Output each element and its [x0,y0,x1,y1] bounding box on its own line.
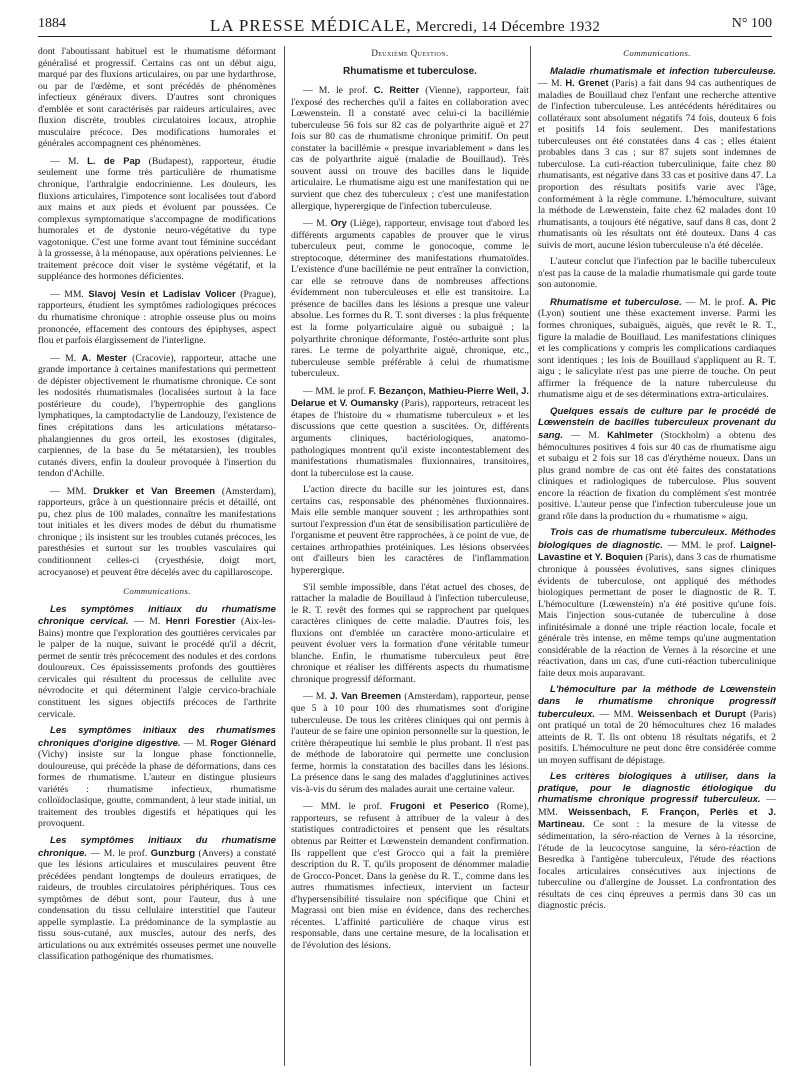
column-right [538,46,776,1066]
paragraph: Maladie rhumatismale et infection tuberculeuse. — M. H. Grenet (Paris) a fait dans 94 cas authentiques de maladies de Bouillaud chez l'enfant une recherche attentive de l'infection tuberculeuse. Les antécédents héréditaires ou collatéraux sont absolument négatifs 74 fois, douteux 6 fois et positifs 14 fois seulement. Des manifestations tuberculeuses ont été constatées dans 4 cas ; elles étaient probables dans 3 cas ; sur 87 sujets sont indemnes de tuberculose. La cuti-réaction tuberculinique, faite chez 80 rhumatisants, est négative dans 33 cas et positive dans 47. La proportion des résultats positifs varie avec l'âge, conformément à la règle commune. L'hémoculture, suivant la méthode de Lœwenstein, faite chez 62 malades dont 10 rhumatisants, a toujours été négative, sauf dans 8 cas, dont 2 rhumatisants où les résultats ont été douteux. Dans 4 cas suivis de mort, aucune lésion tuberculeuse n'a été décelée. [538,65,776,251]
author-name: Laignel-Lavastine et Y. Boquien [538,538,776,563]
paragraph: Trois cas de rhumatisme tuberculeux. Méthodes biologiques de diagnostic. — MM. le prof. Laignel-Lavastine et Y. Boquien (Paris), dans 3 cas de rhumatisme chronique à poussées évolutives, sans signes cliniques évidents de tuberculose, ont appliqué des méthodes biologiques permettant de poser le diagnostic de R. T. L'hémoculture (Lœwenstein) n'a été positive qu'une fois. Mais l'injection sous-cutanée de tuberculine à dose infinitésimale a donné une triple réaction locale, focale et générale très intense, en même temps qu'une augmentation considérable de la réaction de Vernes à la résorcine et une réactivation, dans un cas, d'une cuti-réaction tuberculinique faite deux mois auparavant. [538,527,776,679]
paragraph: Les symptômes initiaux du rhumatisme chronique. — M. le prof. Gunzburg (Anvers) a constaté que les lésions articulaires et musculaires peuvent être précédées pendant longtemps de douleurs erratiques, de raideurs, de troubles circulatoires périphériques. Tous ces symptômes de début sont, pour l'auteur, dus à une condensation du tissu cellulaire interstitiel que l'auteur appelle symplastie. La prédominance de la symplastie au tissu sous-cutané, aux muscles, autour des nerfs, des articulations ou aux extrémités osseuses permet une nouvelle classification pathogénique des rhumatismes. [38,835,276,963]
author-name: Ory [330,217,347,229]
author-name: A. Pic [748,295,776,307]
author-name: C. Reitter [373,84,420,96]
paragraph: — M. A. Mester (Cracovie), rapporteur, attache une grande importance à certaines manifestations qui permettent de dépister objectivement le rhumatisme chronique. Ce sont les nodosités rhumatismales (localisées surtout à la face postérieure du coude), l'hypertrophie des ganglions lymphatiques, la camptodactylie de Landouzy, l'existence de fines crépitations dans les articulations métatarso-phalangiennes du gros orteil, les exostoses (digitales, carpiennes, de la base du 5e métatarsien), les troubles cutanés divers, enfin la douleur provoquée à l'insertion du tendon d'Achille. [38,351,276,480]
issue-number: N° 100 [731,16,772,31]
paragraph: Les symptômes initiaux du rhumatisme chronique cervical. — M. Henri Forestier (Aix-les-Bains) montre que l'exploration des gouttières cervicales par le palper de la nuque, suivant le procédé qu'il a décrit, permet de sentir très précocement des nodules et des cordons douloureux. Ces épaississements profonds des gouttières cervicales qui résultent du processus de cellulite avec névrodocite et qui déterminent l'algie cervico-brachiale constituent les signes objectifs précoces de l'arthrite cervicale. [38,603,276,720]
article-title: Les symptômes initiaux du rhumatisme chronique. [38,835,276,859]
article-title: L'hémoculture par la méthode de Lœwenstein dans le rhumatisme chronique progressif tuberculeux. [538,684,776,720]
article-title: Les symptômes initiaux du rhumatisme chronique cervical. [38,603,276,628]
article-title: Maladie rhumatismale et infection tuberculeuse. [550,65,776,77]
paragraph: Rhumatisme et tuberculose. — M. le prof. A. Pic (Lyon) soutient une thèse exactement inverse. Parmi les formes chroniques, subaiguës, aiguës, que revêt le R. T., figure la maladie de Bouillaud. Les manifestations cliniques et les complications y compris les complications cardiaques sont identiques ; les lois de Bouillaud s'appliquent au R. T. aigu ; le salicylate n'est pas une pierre de touche. On peut affirmer la fréquence de la nature tuberculeuse du rhumatisme aigu et de ses déterminations extra-articulaires. [538,295,776,401]
page-number: 1884 [38,16,66,31]
author-name: L. de Pap [87,154,141,166]
running-title [38,16,772,36]
section-heading: Communications. [123,586,191,597]
author-name: J. Van Breemen [329,690,402,702]
author-name: Kahlmeter [607,428,653,440]
paragraph: L'hémoculture par la méthode de Lœwenstein dans le rhumatisme chronique progressif tuberculeux. — MM. Weissenbach et Durupt (Paris) ont pratiqué un total de 20 hémocultures chez 16 malades atteints de R. T. Ils ont obtenu 18 résultats négatifs, et 2 positifs. L'hémoculture ne peut donc être considérée comme un moyen suffisant de dépistage. [538,684,776,766]
author-name: F. Bezançon, Mathieu-Pierre Weil, J. Delarue et V. Oumansky [291,384,529,409]
issue-date: Mercredi, 14 Décembre 1932 [415,19,601,35]
paragraph: — MM. Slavoj Vesin et Ladislav Volicer (Prague), rapporteurs, étudient les symptômes radiologiques précoces du rhumatisme chronique : atrophie osseuse plus ou moins prononcée, effacement des contours des épiphyses, aspect flou et parfois élargissement de l'interligne. [38,287,276,347]
article-title: Rhumatisme et tuberculose. [550,296,682,308]
author-name: Gunzburg [150,846,196,858]
paragraph: — MM. Drukker et Van Breemen (Amsterdam), rapporteurs, grâce à un questionnaire précis et détaillé, ont pu, chez plus de 100 malades, connaître les manifestations tout initiales et les divers modes de début du rhumatisme chronique ; ils insistent sur les troubles cutanés précoces, les paresthésies et surtout sur les troubles vasculaires qui conditionnent celles-ci (cryesthésie, doigt mort, acrocyanose) et peuvent être décelés avec du capillaroscope. [38,484,276,578]
author-name: Slavoj Vesin et Ladislav Volicer [88,287,236,299]
section-heading: Communications. [623,48,691,58]
article-title: Les symptômes initiaux des rhumatismes chroniques d'origine digestive. [38,725,276,749]
paragraph: Les critères biologiques à utiliser, dans la pratique, pour le diagnostic étiologique du rhumatisme chronique progressif tuberculeux. — MM. Weissenbach, F. Françon, Perlès et J. Martineau. Ce sont : la mesure de la vitesse de sédimentation, la séro-réaction de Vernes à la résorcine, l'étude de la leucocytose sanguine, la séro-réaction de Besredka à l'antigène tuberculeux, l'étude des réactions focales articulaires consécutives aux injections de tuberculine ou d'allergine de Jousset. La confrontation des résultats de ces cinq épreuves a permis dans 30 cas un diagnostic précis. [538,771,776,912]
paragraph: dont l'aboutissant habituel est le rhumatisme déformant généralisé et progressif. Certains cas ont un début aigu, marqué par des fluxions articulaires, ou par une hydarthrose, ou par de l'œdème, et sont précédés de phénomènes infectieux généraux divers. D'autres sont chroniques d'emblée et sont caractérisés par raideurs articulaires, avec fluxion discrète, troubles circulatoires locaux, atrophie musculaire précoce. Des modifications humorales et générales accompagnent ces phénomènes. [38,46,276,150]
column-rule [530,46,531,1066]
author-name: Weissenbach et Durupt [637,707,746,719]
paragraph: L'auteur conclut que l'infection par le bacille tuberculeux n'est pas la cause de la maladie rhumatismale qui garde toute son autonomie. [538,256,776,291]
paragraph: — M. L. de Pap (Budapest), rapporteur, étudie seulement une forme très particulière de rhumatisme chronique, l'arthralgie endocrinienne. Les douleurs, les fluxions articulaires, l'impotence sont localisées tout d'abord aux mains et aux pieds et évoluent par poussées. Ce complexus symptomatique s'accompagne de modifications humorales et de dystonie neuro-végétative du type vagotonique. C'est une forme avant tout féminine succédant à la grossesse, à la ménopause, aux opérations pelviennes. Le traitement précoce doit viser le système végétatif, et la suppléance des hormones déficientes. [38,154,276,283]
article-title: Les critères biologiques à utiliser, dans la pratique, pour le diagnostic étiologique du rhumatisme chronique progressif tuberculeux. [538,771,776,806]
author-name: Drukker et Van Breemen [93,484,216,496]
section-label: Deuxième Question. [371,48,449,58]
paragraph: — M. Ory (Liège), rapporteur, envisage tout d'abord les différents arguments capables de prouver que le virus tuberculeux peut, comme le gonocoque, comme le streptocoque, déterminer des manifestations rhumatoïdes. L'existence d'une bacillémie ne peut entraîner la conviction, car elle se retrouve dans de nombreuses affections évidemment non tuberculeuses et elle est transitoire. La présence de bacilles dans les lésions a presque une valeur absolue. Les formes du R. T. sont diverses : la plus fréquente est la forme polyarticulaire aiguë ou subaiguë ; la polyarthrite chronique déformante, l'ostéo-arthrite sont plus rares. Le terme de polyarthrite aiguë, chronique, etc., tuberculeuse semble préférable à celui de rhumatisme tuberculeux. [291,217,529,380]
article-title: Quelques essais de culture par le procédé de Lœwenstein de bacilles tuberculeux provenant du sang. [538,405,776,441]
journal-name: LA PRESSE MÉDICALE, [209,16,412,35]
paragraph: — M. J. Van Breemen (Amsterdam), rapporteur, pense que 5 à 10 pour 100 des rhumatismes sont d'origine tuberculeuse. De tous les critères cliniques qui ont permis à l'auteur de se faire une opinion personnelle sur la question, le critère thérapeutique lui semble le plus probant. Il n'est pas de méthode de laboratoire qui permette une conclusion ferme, hormis la constatation des bacilles dans les lésions. La présence dans le sang des malades d'agglutinines actives vis-à-vis du sérum des malades aurait une certaine valeur. [291,690,529,795]
paragraph: Les symptômes initiaux des rhumatismes chroniques d'origine digestive. — M. Roger Glénard (Vichy) insiste sur la longue phase fonctionnelle, douloureuse, qui précède la phase de déformations, dans ces formes de rhumatisme. L'auteur en distingue plusieurs variétés : rhumatisme infectieux, rhumatisme colloïdoclasique, goutte, commandent, à leur stade initial, un traitement des troubles digestifs et hépatiques qui les provoquent. [38,725,276,830]
author-name: Frugoni et Peserico [390,800,489,812]
author-name: H. Grenet [565,77,609,89]
article-title: Trois cas de rhumatisme tuberculeux. Méthodes biologiques de diagnostic. [538,527,776,551]
paragraph: S'il semble impossible, dans l'état actuel des choses, de rattacher la maladie de Bouillaud à l'infection tuberculeuse, le R. T. revêt des formes qui se rapprochent par quelques caractères cliniques de cette maladie. D'autres fois, les fluxions ont d'emblée un caractère mono-articulaire et peuvent évoluer vers la formation d'une véritable tumeur blanche. Enfin, le rhumatisme tuberculeux peut être chronique et réaliser les différents aspects du rhumatisme chronique progressif déformant. [291,581,529,685]
page-header [38,14,772,37]
author-name: Weissenbach, F. Françon, Perlès et J. Martineau. [538,805,776,830]
column-left [38,46,276,1066]
paragraph: — M. le prof. C. Reitter (Vienne), rapporteur, fait l'exposé des recherches qu'il a faites en collaboration avec Lœwenstein. Il a constaté avec celui-ci la bacillémie tuberculeuse 56 fois sur 82 cas de polyarthrite aiguë et 27 fois sur 80 cas de rhumatisme chronique primitif. On peut constater la bacillémie « presque invariablement » dans les cas de polyarthrite aiguë (maladie de Bouillaud). Très souvent aussi on trouve des bacilles dans le liquide articulaire. Le rhumatisme aigu est une manifestation qui ne survient que chez des tuberculeux ; c'est une manifestation allergique, hyperergique de l'infection tuberculeuse. [291,84,529,212]
column-middle [291,46,529,1066]
author-name: A. Mester [81,351,127,363]
section-title: Rhumatisme et tuberculose. [343,65,477,77]
paragraph: — MM. le prof. F. Bezançon, Mathieu-Pierre Weil, J. Delarue et V. Oumansky (Paris), rapporteurs, retracent les étapes de l'histoire du « rhumatisme tuberculeux » et les discussions que cette question a suscitées. Or, différents arguments cliniques, bactériologiques, anatomo-pathologiques montrent qu'il existe incontestablement des manifestations rhumatismales fluxionnaires, transitoires, dont la tuberculose est la cause. [291,384,529,479]
author-name: Roger Glénard [210,736,276,748]
paragraph: L'action directe du bacille sur les jointures est, dans certains cas, responsable des phénomènes fluxionnaires. Mais elle semble manquer souvent ; les arthropathies sont surtout l'expression d'un état de sensibilisation particulière de l'organisme et peuvent être rapprochées, à ce point de vue, de certaines arthropathies protéiniques. Les lésions observées ont d'ailleurs bien les caractères de l'inflammation hyperergique. [291,484,529,576]
author-name: Henri Forestier [165,615,236,627]
column-rule [284,46,285,1066]
article-columns [38,46,776,1066]
paragraph: Quelques essais de culture par le procédé de Lœwenstein de bacilles tuberculeux provenant du sang. — M. Kahlmeter (Stockholm) a obtenu des hémocultures positives 4 fois sur 40 cas de rhumatisme aigu et subaigu et 2 fois sur 18 cas d'érythème noueux. Dans un plus grand nombre de cas ont été faites des constatations cliniques et radiologiques de tuberculose. Plus souvent encore la réaction de fixation du complément s'est montrée positive. L'auteur pense que l'infection tuberculeuse joue un grand rôle dans la production du « rhumatisme » aigu. [538,405,776,522]
paragraph: — MM. le prof. Frugoni et Peserico (Rome), rapporteurs, se refusent à attribuer de la valeur à des statistiques contradictoires et pensent que les résultats obtenus par Reitter et Lœwenstein demandent confirmation. Ils rappellent que c'est Grocco qui a fait la première description du R. T. qu'ils proposent de dénommer maladie de Grocco-Poncet. Dans la genèse du R. T., comme dans les autres rhumatismes infectieux, intervient un facteur d'hypersensibilité tissulaire non spécifique que Chini et Magrassi ont bien mise en évidence, dans des recherches récentes. L'affinité particulière de chaque virus est responsable, dans une certaine mesure, de la localisation et de l'évolution des lésions. [291,800,529,951]
